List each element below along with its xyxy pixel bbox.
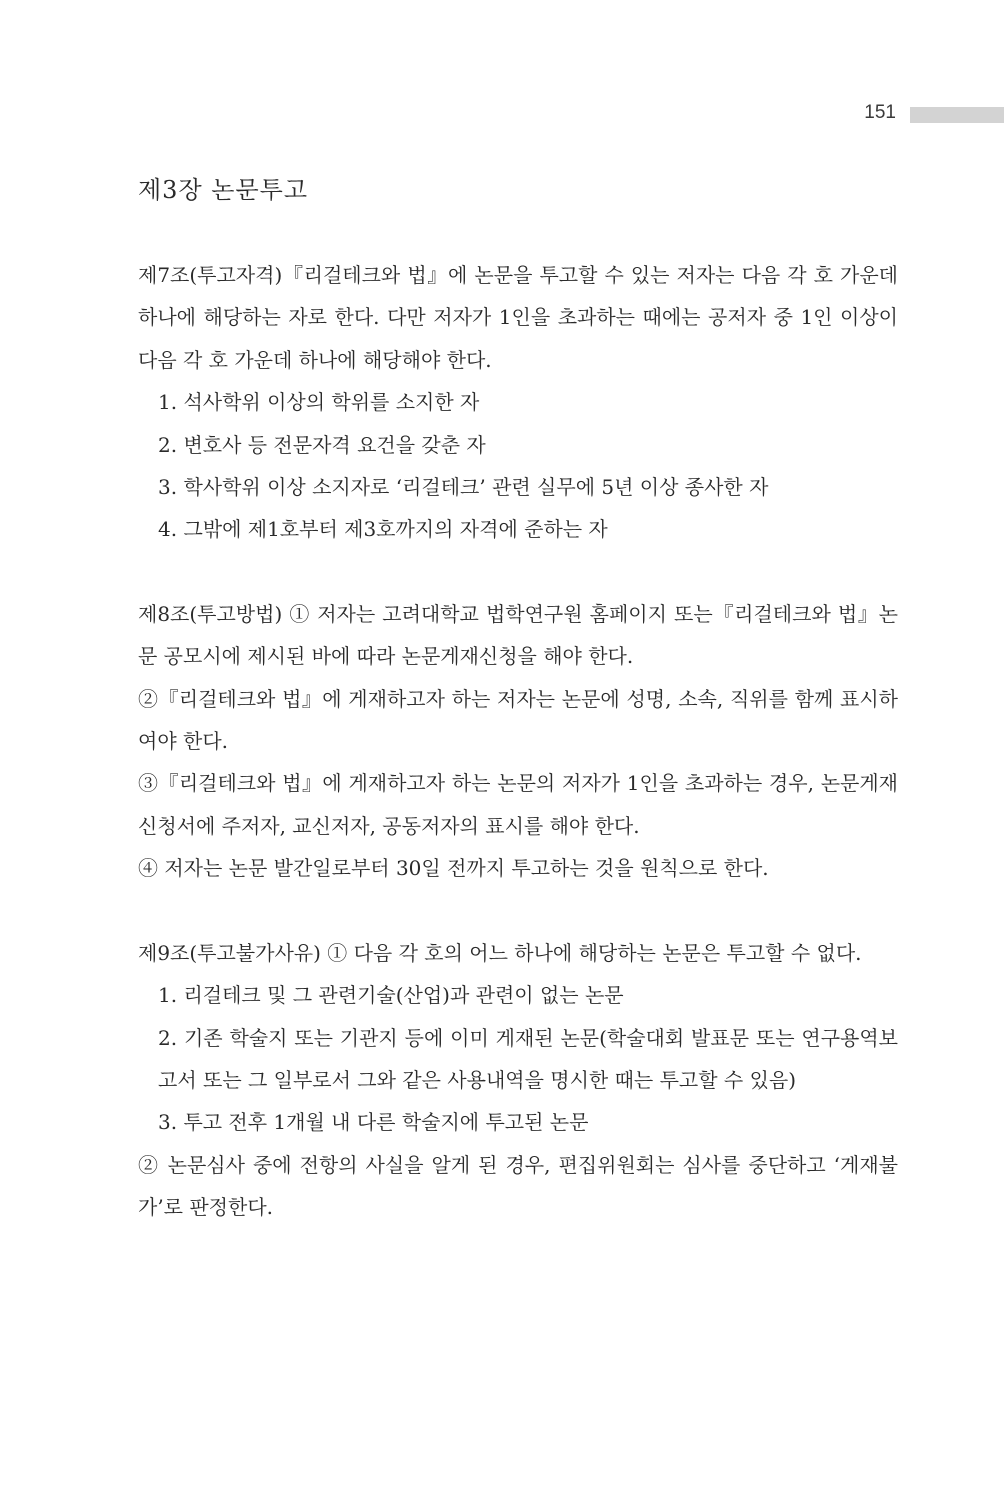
section-spacer bbox=[138, 551, 898, 593]
document-body bbox=[138, 254, 898, 1229]
page-edge-tab bbox=[910, 107, 1004, 123]
article-7-intro: 제7조(투고자격)『리걸테크와 법』에 논문을 투고할 수 있는 저자는 다음 각 호 가운데 하나에 해당하는 자로 한다. 다만 저자가 1인을 초과하는 때에는 공저자 중 1인 이상이 다음 각 호 가운데 하나에 해당해야 한다. bbox=[138, 263, 898, 372]
article-7-item-3: 3. 학사학위 이상 소지자로 ‘리걸테크’ 관련 실무에 5년 이상 종사한 자 bbox=[158, 475, 769, 500]
article-9-item-3: 3. 투고 전후 1개월 내 다른 학술지에 투고된 논문 bbox=[158, 1110, 589, 1135]
article-7-item-4: 4. 그밖에 제1호부터 제3호까지의 자격에 준하는 자 bbox=[158, 517, 608, 542]
article-9-item-1: 1. 리걸테크 및 그 관련기술(산업)과 관련이 없는 논문 bbox=[158, 983, 624, 1008]
article-8-paragraph-1: 제8조(투고방법) ① 저자는 고려대학교 법학연구원 홈페이지 또는『리걸테크와 법』논문 공모시에 제시된 바에 따라 논문게재신청을 해야 한다. bbox=[138, 601, 898, 669]
article-8-paragraph-3: ③『리걸테크와 법』에 게재하고자 하는 논문의 저자가 1인을 초과하는 경우, 논문게재신청서에 주저자, 교신저자, 공동저자의 표시를 해야 한다. bbox=[138, 771, 898, 838]
article-9-item-2: 2. 기존 학술지 또는 기관지 등에 이미 게재된 논문(학술대회 발표문 또는 연구용역보고서 또는 그 일부로서 그와 같은 사용내역을 명시한 때는 투고할 수 있음) bbox=[158, 1025, 898, 1092]
article-8 bbox=[138, 593, 898, 890]
article-9-intro: 제9조(투고불가사유) ① 다음 각 호의 어느 하나에 해당하는 논문은 투고할 수 없다. bbox=[138, 940, 862, 965]
section-spacer bbox=[138, 890, 898, 932]
article-7 bbox=[138, 254, 898, 551]
article-8-paragraph-2: ②『리걸테크와 법』에 게재하고자 하는 저자는 논문에 성명, 소속, 직위를 함께 표시하여야 한다. bbox=[138, 686, 898, 754]
chapter-title: 제3장 논문투고 bbox=[138, 176, 309, 204]
article-7-item-2: 2. 변호사 등 전문자격 요건을 갖춘 자 bbox=[158, 432, 486, 457]
article-9 bbox=[138, 932, 898, 1229]
article-7-item-1: 1. 석사학위 이상의 학위를 소지한 자 bbox=[158, 390, 480, 415]
article-8-paragraph-4: ④ 저자는 논문 발간일로부터 30일 전까지 투고하는 것을 원칙으로 한다. bbox=[138, 856, 769, 881]
article-9-paragraph-2: ② 논문심사 중에 전항의 사실을 알게 된 경우, 편집위원회는 심사를 중단하고 ‘게재불가’로 판정한다. bbox=[138, 1152, 898, 1220]
page-number: 151 bbox=[864, 102, 896, 123]
